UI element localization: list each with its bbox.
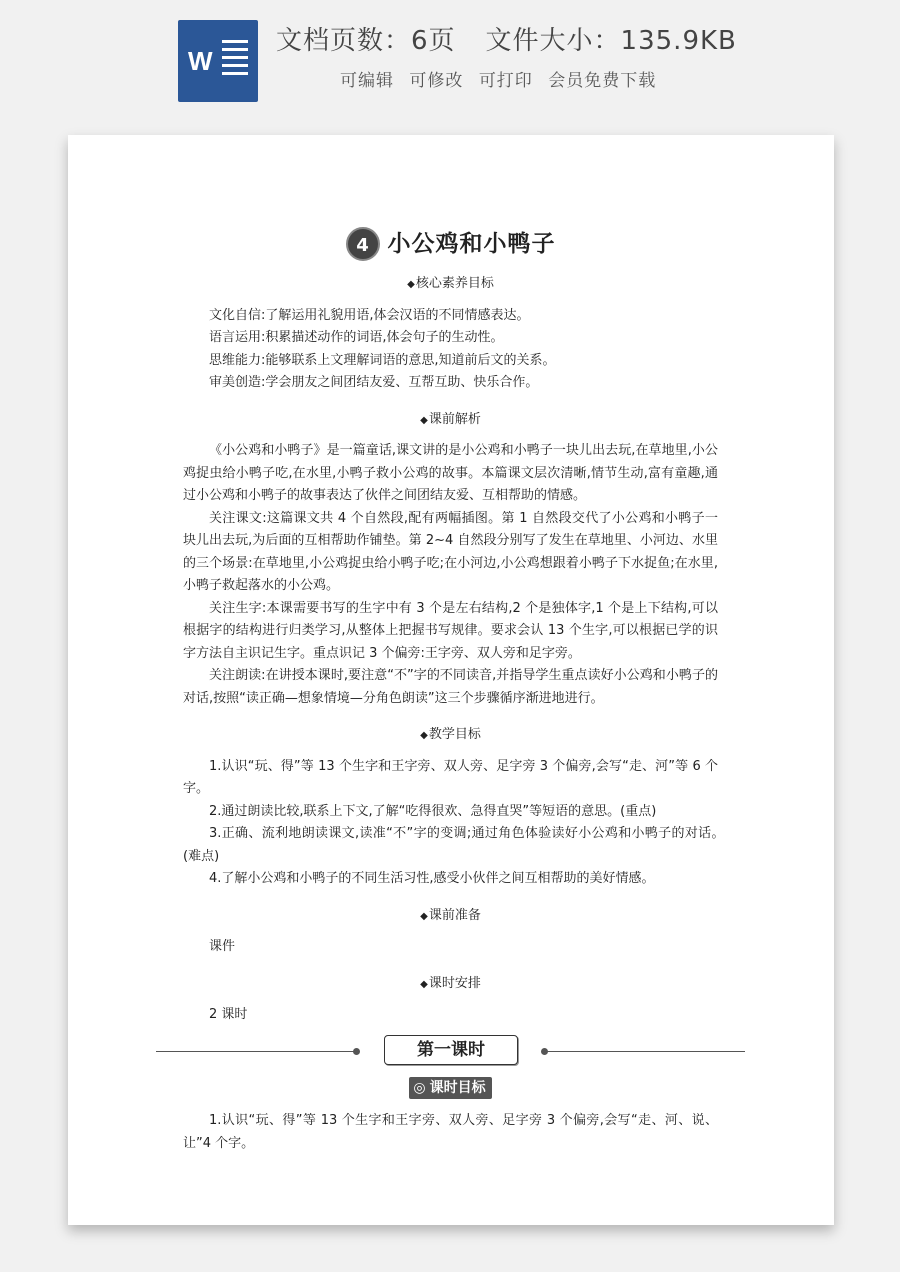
- divider-dot: [353, 1048, 360, 1055]
- feature-editable: 可编辑: [340, 71, 394, 91]
- goal-tag: [183, 1077, 718, 1101]
- section-heading-prep: ◆课前准备: [420, 907, 481, 923]
- lesson-label: 第一课时: [384, 1035, 518, 1065]
- document-lines-icon: [222, 40, 248, 82]
- divider-line: [156, 1051, 356, 1052]
- feature-member-download: 会员免费下载: [548, 71, 657, 91]
- schedule-text: 2 课时: [209, 1007, 248, 1022]
- feature-list: [340, 66, 665, 91]
- section-heading-teaching: ◆教学目标: [420, 727, 481, 742]
- diamond-icon: ◆: [420, 414, 428, 426]
- analysis-paragraph: 关注朗读:在讲授本课时,要注意“不”字的不同读音,并指导学生重点读好小公鸡和小鸭子的对话,按照“读正确—想象情境—分角色朗读”这三个步骤循序渐进地进行。: [183, 668, 718, 706]
- word-file-icon: [178, 20, 258, 102]
- analysis-paragraph: 《小公鸡和小鸭子》是一篇童话,课文讲的是小公鸡和小鸭子一块儿出去玩,在草地里,小公鸡捉虫给小鸭子吃,在水里,小鸭子救小公鸡的故事。本篇课文层次清晰,情节生动,富有童趣,通过小公鸡和小鸭子的故事表达了伙伴之间团结友爱、互相帮助的情感。: [183, 443, 718, 503]
- analysis-paragraph: 关注课文:这篇课文共 4 个自然段,配有两幅插图。第 1 自然段交代了小公鸡和小鸭子一块儿出去玩,为后面的互相帮助作铺垫。第 2~4 自然段分别写了发生在草地里、小河边、水里的三个场景:在草地里,小公鸡捉虫给小鸭子吃;在小河边,小公鸡想跟着小鸭子下水捉鱼;在水里,小鸭子救起落水的小公鸡。: [183, 510, 718, 593]
- page-title: 小公鸡和小鸭子: [387, 230, 556, 257]
- core-item: 审美创造:学会朋友之间团结友爱、互帮互助、快乐合作。: [209, 375, 539, 390]
- goal-item: 1.认识“玩、得”等 13 个生字和王字旁、双人旁、足字旁 3 个偏旁,会写“走、河、说、让”4 个字。: [183, 1113, 718, 1151]
- lesson-divider: [156, 1033, 745, 1069]
- diamond-icon: ◆: [407, 279, 415, 290]
- word-logo-letter: W: [188, 46, 213, 76]
- goal-tag-badge: ◎ 课时目标: [409, 1077, 491, 1099]
- target-icon: ◎: [413, 1079, 426, 1096]
- file-info: [276, 20, 737, 57]
- core-item: 文化自信:了解运用礼貌用语,体会汉语的不同情感表达。: [209, 307, 530, 323]
- teaching-item: 3.正确、流利地朗读课文,读准“不”字的变调;通过角色体验读好小公鸡和小鸭子的对话。 (难点): [183, 826, 745, 864]
- core-item: 思维能力:能够联系上文理解词语的意思,知道前后文的关系。: [209, 352, 556, 368]
- core-item: 语言运用:积累描述动作的词语,体会句子的生动性。: [209, 330, 504, 345]
- download-banner: [0, 0, 900, 115]
- feature-printable: 可打印: [478, 71, 533, 91]
- lesson-title: [183, 227, 718, 267]
- divider-line: [545, 1051, 745, 1052]
- document-page: [68, 135, 834, 1225]
- analysis-paragraph: 关注生字:本课需要书写的生字中有 3 个是左右结构,2 个是独体字,1 个是上下结构,可以根据字的结构进行归类学习,从整体上把握书写规律。要求会认 13 个生字,可以根据已学的识字方法自主识记生字。重点识记 3 个偏旁:王字旁、双人旁和足字旁。: [183, 600, 718, 661]
- prep-text: 课件: [209, 939, 236, 954]
- page-count: 文档页数：6页: [276, 26, 456, 56]
- teaching-item: 4.了解小公鸡和小鸭子的不同生活习性,感受小伙伴之间互相帮助的美好情感。: [209, 871, 655, 886]
- teaching-item: 1.认识“玩、得”等 13 个生字和王字旁、双人旁、足字旁 3 个偏旁,会写“走、河”等 6 个字。: [183, 758, 718, 796]
- diamond-icon: ◆: [420, 730, 428, 741]
- diamond-icon: ◆: [420, 910, 428, 922]
- feature-modifiable: 可修改: [409, 71, 464, 91]
- section-heading-analysis: ◆课前解析: [420, 411, 481, 427]
- section-heading-schedule: ◆课时安排: [420, 975, 481, 991]
- section-heading-core: ◆核心素养目标: [407, 276, 494, 291]
- lesson-number-badge: 4: [346, 227, 380, 261]
- file-size: 文件大小：135.9KB: [485, 26, 737, 56]
- teaching-item: 2.通过朗读比较,联系上下文,了解“吃得很欢、急得直哭”等短语的意思。(重点): [209, 803, 657, 819]
- page-content: [183, 227, 745, 1155]
- diamond-icon: ◆: [420, 978, 428, 990]
